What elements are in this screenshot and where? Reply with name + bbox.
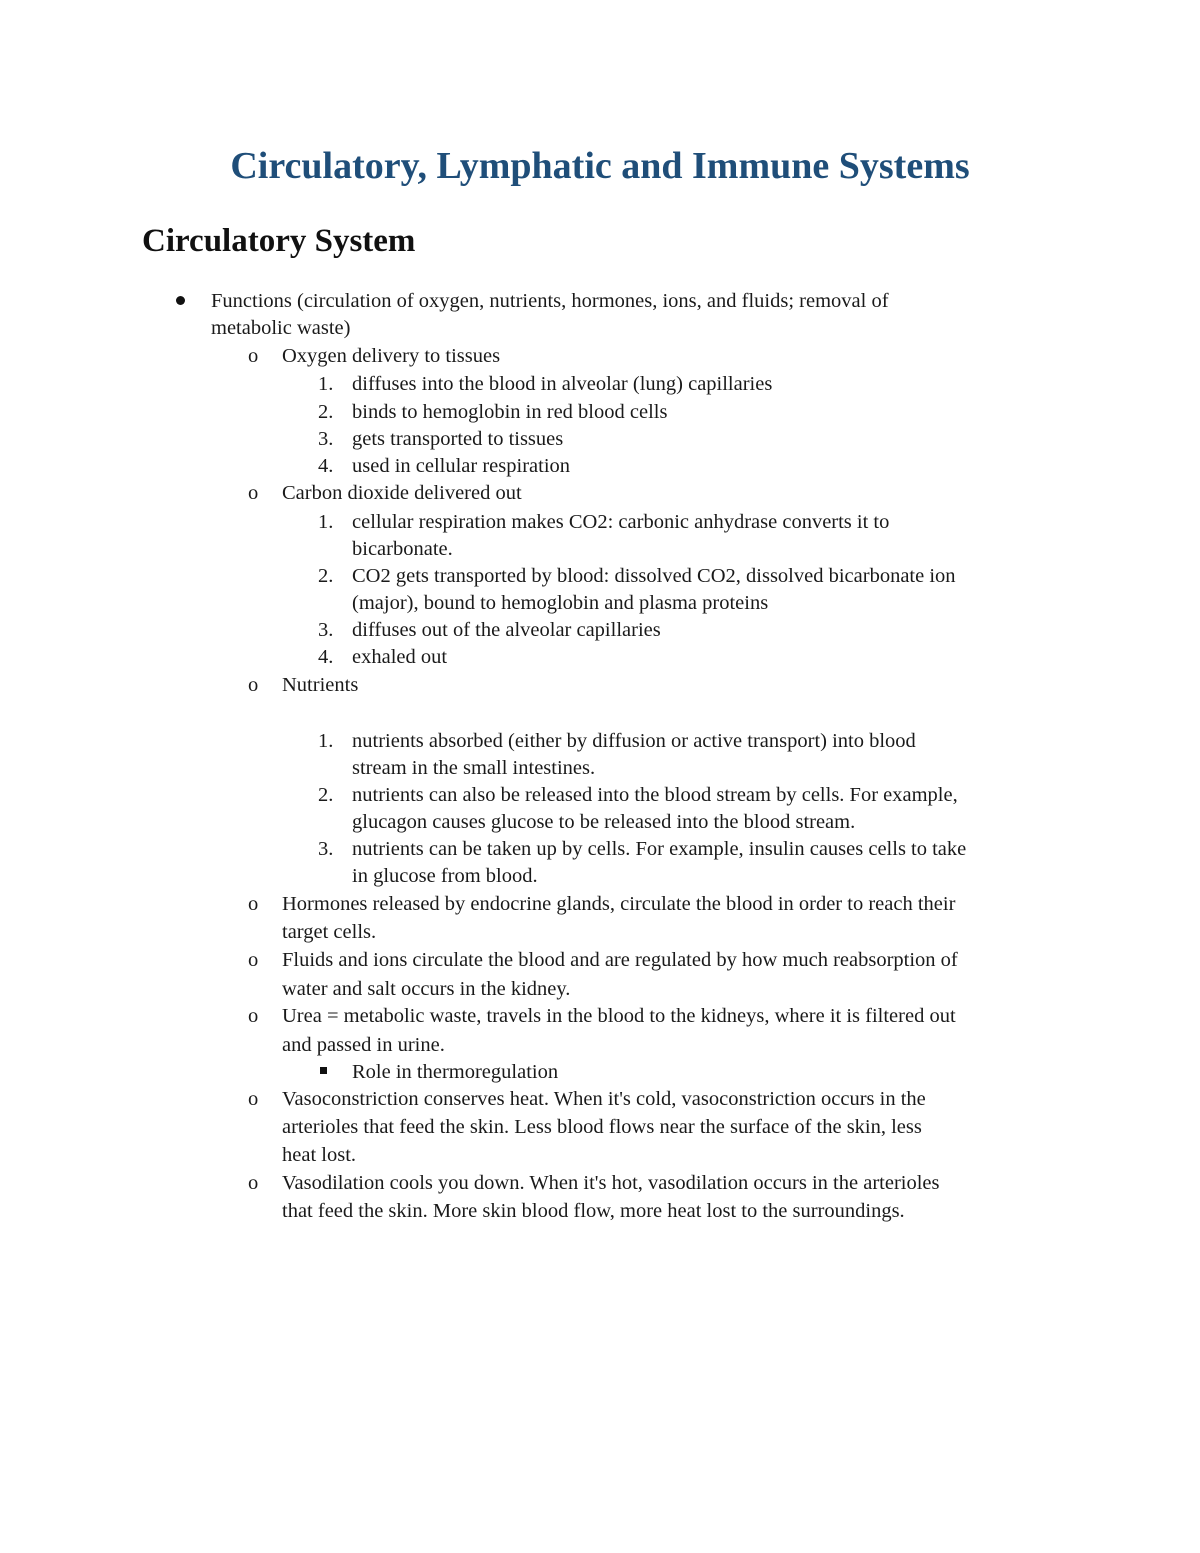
bullet-dot-icon (176, 296, 185, 305)
oxygen-item-4: used in cellular respiration (352, 455, 571, 477)
o-marker: o (248, 1005, 259, 1027)
oxygen-item-2: binds to hemoglobin in red blood cells (352, 401, 668, 423)
nutrients-item-3-line-1: nutrients can be taken up by cells. For example, insulin causes cells to take (352, 838, 967, 860)
list-number: 3. (318, 838, 334, 860)
co2-item-2-line-1: CO2 gets transported by blood: dissolved CO2, dissolved bicarbonate ion (352, 565, 956, 587)
o-marker: o (248, 674, 259, 696)
urea-line-1: Urea = metabolic waste, travels in the blood to the kidneys, where it is filtered out (282, 1005, 956, 1027)
nutrients-item-3-line-2: in glucose from blood. (352, 865, 538, 887)
list-number: 1. (318, 373, 334, 395)
o-marker: o (248, 893, 259, 915)
list-number: 2. (318, 565, 334, 587)
co2-heading: Carbon dioxide delivered out (282, 482, 522, 504)
list-number: 4. (318, 455, 334, 477)
nutrients-item-2-line-2: glucagon causes glucose to be released into the blood stream. (352, 811, 856, 833)
list-number: 4. (318, 646, 334, 668)
oxygen-item-1: diffuses into the blood in alveolar (lung) capillaries (352, 373, 773, 395)
square-bullet-icon (320, 1067, 327, 1074)
hormones-line-1: Hormones released by endocrine glands, circulate the blood in order to reach their (282, 893, 956, 915)
nutrients-heading: Nutrients (282, 674, 359, 696)
o-marker: o (248, 949, 259, 971)
vasodilation-line-1: Vasodilation cools you down. When it's hot, vasodilation occurs in the arterioles (282, 1172, 940, 1194)
co2-item-1-line-1: cellular respiration makes CO2: carbonic anhydrase converts it to (352, 511, 890, 533)
vasodilation-line-2: that feed the skin. More skin blood flow, more heat lost to the surroundings. (282, 1200, 905, 1222)
list-number: 1. (318, 511, 334, 533)
list-number: 3. (318, 428, 334, 450)
oxygen-heading: Oxygen delivery to tissues (282, 345, 501, 367)
section-heading: Circulatory System (142, 223, 416, 259)
list-number: 1. (318, 730, 334, 752)
list-number: 2. (318, 401, 334, 423)
document-title: Circulatory, Lymphatic and Immune Systems (230, 145, 970, 187)
fluids-line-1: Fluids and ions circulate the blood and are regulated by how much reabsorption of (282, 949, 958, 971)
vasoconstriction-line-1: Vasoconstriction conserves heat. When it's cold, vasoconstriction occurs in the (282, 1088, 926, 1110)
functions-line-2: metabolic waste) (211, 317, 351, 339)
nutrients-item-2-line-1: nutrients can also be released into the blood stream by cells. For example, (352, 784, 958, 806)
vasoconstriction-line-2: arterioles that feed the skin. Less blood flows near the surface of the skin, less (282, 1116, 922, 1138)
hormones-line-2: target cells. (282, 921, 377, 943)
o-marker: o (248, 482, 259, 504)
vasoconstriction-line-3: heat lost. (282, 1144, 357, 1166)
functions-line-1: Functions (circulation of oxygen, nutrients, hormones, ions, and fluids; removal of (211, 290, 889, 312)
co2-item-3: diffuses out of the alveolar capillaries (352, 619, 661, 641)
list-number: 2. (318, 784, 334, 806)
urea-line-2: and passed in urine. (282, 1034, 445, 1056)
thermoregulation-item: Role in thermoregulation (352, 1061, 559, 1083)
o-marker: o (248, 1172, 259, 1194)
fluids-line-2: water and salt occurs in the kidney. (282, 978, 571, 1000)
list-number: 3. (318, 619, 334, 641)
nutrients-item-1-line-2: stream in the small intestines. (352, 757, 596, 779)
co2-item-2-line-2: (major), bound to hemoglobin and plasma proteins (352, 592, 769, 614)
o-marker: o (248, 345, 259, 367)
co2-item-1-line-2: bicarbonate. (352, 538, 453, 560)
oxygen-item-3: gets transported to tissues (352, 428, 564, 450)
nutrients-item-1-line-1: nutrients absorbed (either by diffusion or active transport) into blood (352, 730, 916, 752)
co2-item-4: exhaled out (352, 646, 448, 668)
o-marker: o (248, 1088, 259, 1110)
